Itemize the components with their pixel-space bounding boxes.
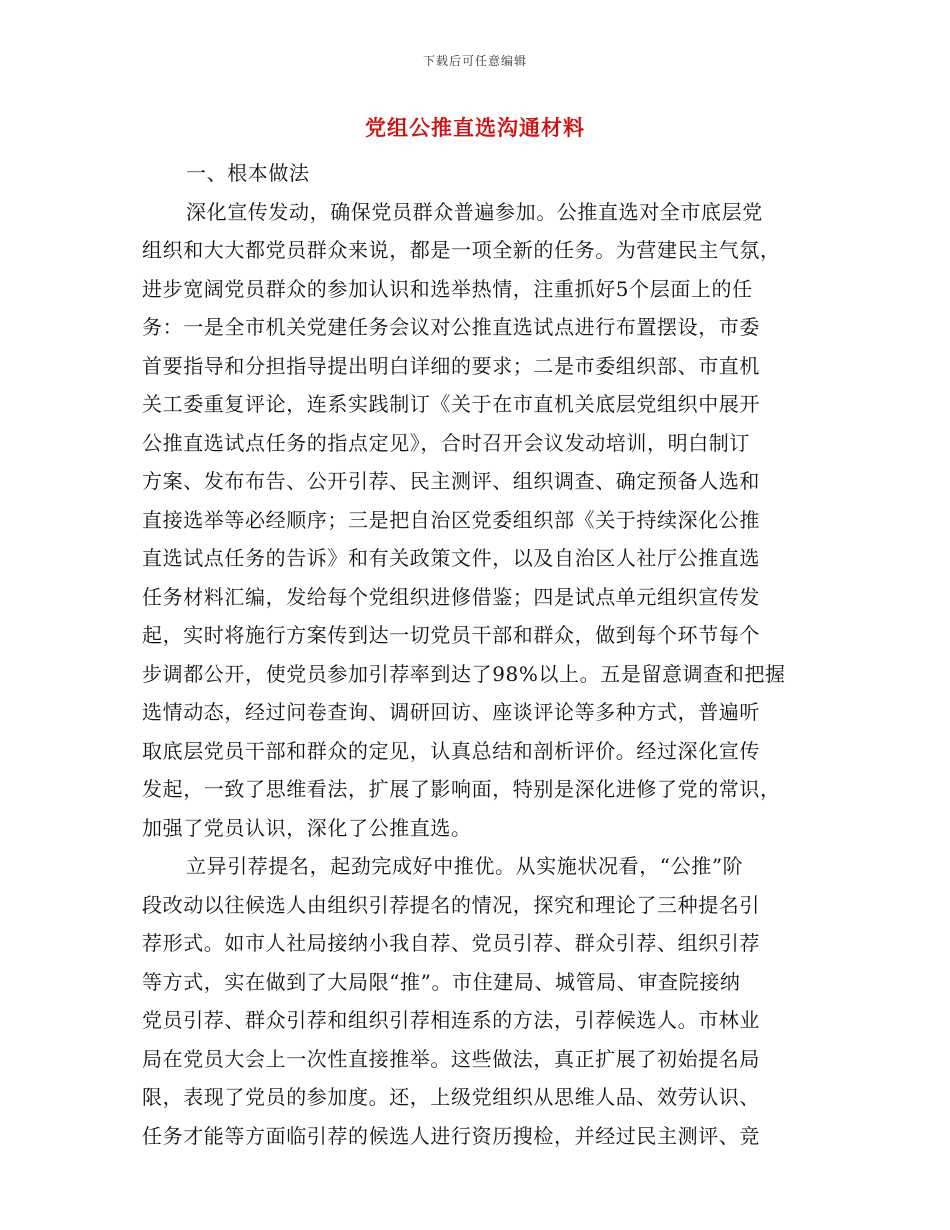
text-line: 起，实时将施行方案传到达一切党员干部和群众，做到每个环节每个 bbox=[142, 623, 760, 647]
text-line: 直接选举等必经顺序；三是把自治区党委组织部《关于持续深化公推 bbox=[142, 507, 760, 532]
text-line: 关工委重复评论，连系实践制订《关于在市直机关底层党组织中展开 bbox=[142, 392, 760, 416]
text-line: 任务材料汇编，发给每个党组织进修借鉴；四是试点单元组织宣传发 bbox=[142, 584, 760, 609]
text-line: 步调都公开，使党员参加引荐率到达了98%以上。五是留意调查和把握 bbox=[142, 661, 786, 686]
header-note: 下载后可任意编辑 bbox=[422, 54, 527, 68]
text-line: 党员引荐、群众引荐和组织引荐相连系的方法，引荐候选人。市林业 bbox=[142, 1008, 760, 1032]
text-line: 立异引荐提名，起劲完成好中推优。从实施状况看，“公推”阶 bbox=[186, 854, 744, 878]
text-line: 荐形式。如市人社局接纳小我自荐、党员引荐、群众引荐、组织引荐 bbox=[142, 931, 760, 955]
text-line: 等方式，实在做到了大局限“推”。市住建局、城管局、审查院接纳 bbox=[142, 969, 741, 994]
text-line: 发起，一致了思维看法，扩展了影响面，特别是深化进修了党的常识， bbox=[142, 777, 781, 801]
text-line: 一、根本做法 bbox=[186, 161, 310, 185]
text-line: 首要指导和分担指导提出明白详细的要求；二是市委组织部、市直机 bbox=[142, 353, 760, 378]
text-line: 取底层党员干部和群众的定见，认真总结和剖析评价。经过深化宣传 bbox=[142, 738, 760, 763]
text-line: 任务才能等方面临引荐的候选人进行资历搜检，并经过民主测评、竞 bbox=[142, 1123, 760, 1148]
text-line: 直选试点任务的告诉》和有关政策文件，以及自治区人社厅公推直选 bbox=[142, 546, 760, 570]
document-title: 党组公推直选沟通材料 bbox=[365, 115, 585, 140]
text-line: 限，表现了党员的参加度。还，上级党组织从思维人品、效劳认识、 bbox=[142, 1085, 760, 1109]
text-line: 务：一是全市机关党建任务会议对公推直选试点进行布置摆设，市委 bbox=[142, 315, 760, 339]
text-line: 段改动以往候选人由组织引荐提名的情况，探究和理论了三种提名引 bbox=[142, 892, 760, 917]
text-line: 组织和大大都党员群众来说，都是一项全新的任务。为营建民主气氛， bbox=[142, 238, 781, 262]
text-line: 方案、发布布告、公开引荐、民主测评、组织调查、确定预备人选和 bbox=[142, 469, 760, 493]
text-line: 深化宣传发动，确保党员群众普遍参加。公推直选对全市底层党 bbox=[186, 199, 763, 224]
text-line: 加强了党员认识，深化了公推直选。 bbox=[142, 815, 472, 840]
text-line: 进步宽阔党员群众的参加认识和选举热情，注重抓好5个层面上的任 bbox=[142, 276, 753, 301]
text-line: 选情动态，经过问卷查询、调研回访、座谈评论等多种方式，普遍听 bbox=[142, 700, 760, 724]
text-line: 公推直选试点任务的指点定见》，合时召开会议发动培训，明白制订 bbox=[142, 430, 750, 455]
document-body bbox=[142, 154, 802, 1155]
text-line: 局在党员大会上一次性直接推举。这些做法，真正扩展了初始提名局 bbox=[142, 1046, 760, 1071]
